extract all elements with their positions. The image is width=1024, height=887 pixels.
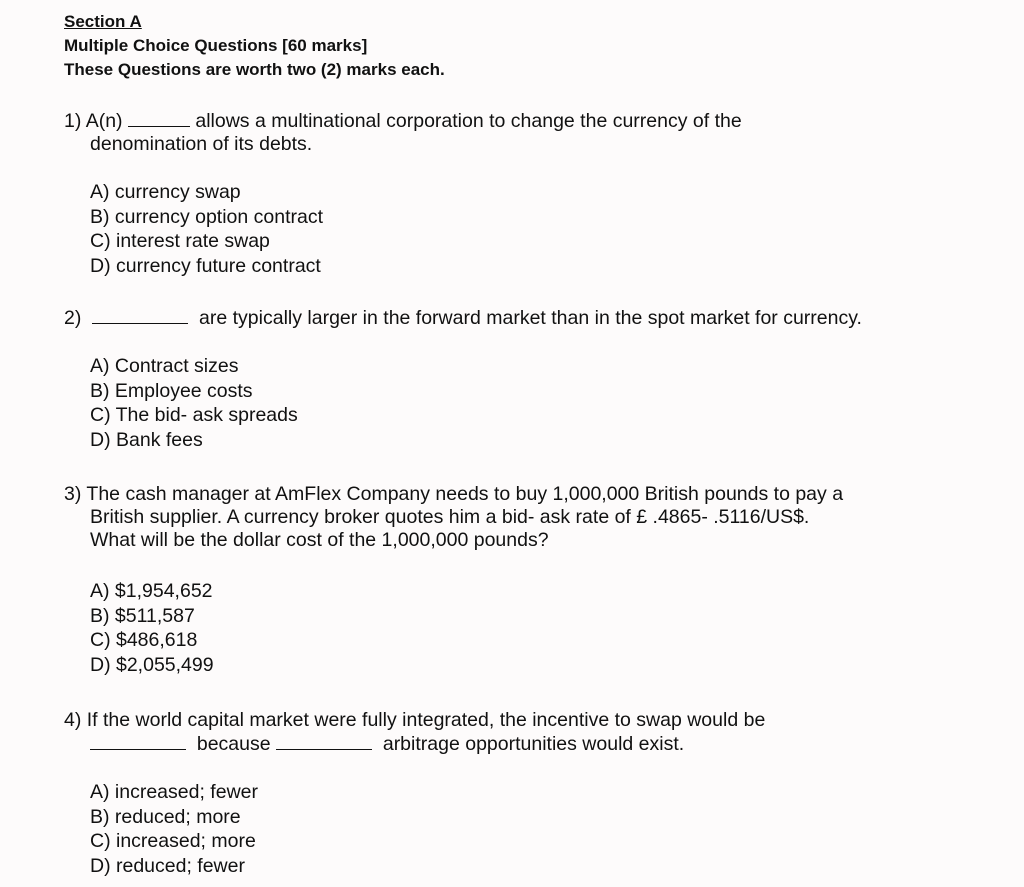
question-text: If the world capital market were fully integrated, the incentive to swap would be bbox=[86, 709, 766, 731]
answer-blank bbox=[276, 732, 372, 750]
question-text: because bbox=[196, 733, 271, 755]
question-1 bbox=[64, 109, 964, 156]
options-2 bbox=[90, 354, 298, 453]
option: D) Bank fees bbox=[90, 429, 203, 452]
option: D) currency future contract bbox=[90, 255, 321, 278]
answer-blank bbox=[90, 732, 186, 750]
section-note: These Questions are worth two (2) marks each. bbox=[64, 60, 445, 79]
option: A) increased; fewer bbox=[90, 781, 258, 803]
question-text: The cash manager at AmFlex Company needs to buy 1,000,000 British pounds to pay a bbox=[86, 483, 844, 505]
option: D) reduced; fewer bbox=[90, 855, 245, 878]
question-text: denomination of its debts. bbox=[90, 133, 313, 155]
option: C) The bid- ask spreads bbox=[90, 404, 298, 427]
question-text: arbitrage opportunities would exist. bbox=[382, 733, 685, 755]
options-4 bbox=[90, 780, 258, 879]
options-1 bbox=[90, 180, 323, 279]
option: B) reduced; more bbox=[90, 805, 241, 828]
question-text: What will be the dollar cost of the 1,000,000 pounds? bbox=[90, 529, 549, 551]
question-prefix: A(n) bbox=[85, 110, 123, 132]
option: C) interest rate swap bbox=[90, 230, 270, 253]
option: A) Contract sizes bbox=[90, 355, 239, 377]
answer-blank bbox=[92, 306, 188, 324]
question-number: 1) bbox=[64, 110, 82, 132]
question-text: British supplier. A currency broker quotes him a bid- ask rate of £ .4865- .5116/US$. bbox=[90, 506, 810, 528]
option: A) $1,954,652 bbox=[90, 580, 213, 602]
question-number: 4) bbox=[64, 709, 82, 731]
option: B) currency option contract bbox=[90, 205, 324, 228]
question-text: allows a multinational corporation to change the currency of the bbox=[195, 110, 742, 132]
question-2 bbox=[64, 306, 964, 330]
question-4 bbox=[64, 709, 964, 756]
question-number: 3) bbox=[64, 483, 82, 505]
question-3 bbox=[64, 483, 964, 552]
option: C) increased; more bbox=[90, 830, 256, 853]
option: D) $2,055,499 bbox=[90, 654, 214, 677]
section-subtitle: Multiple Choice Questions [60 marks] bbox=[64, 36, 368, 55]
option: B) $511,587 bbox=[90, 604, 195, 627]
section-heading bbox=[64, 10, 142, 34]
option: A) currency swap bbox=[90, 181, 241, 203]
question-text: are typically larger in the forward market than in the spot market for currency. bbox=[199, 307, 862, 329]
question-number: 2) bbox=[64, 307, 82, 329]
section-title: Section A bbox=[64, 12, 142, 31]
option: B) Employee costs bbox=[90, 379, 253, 402]
options-3 bbox=[90, 579, 214, 678]
option: C) $486,618 bbox=[90, 629, 198, 652]
answer-blank bbox=[128, 109, 190, 127]
